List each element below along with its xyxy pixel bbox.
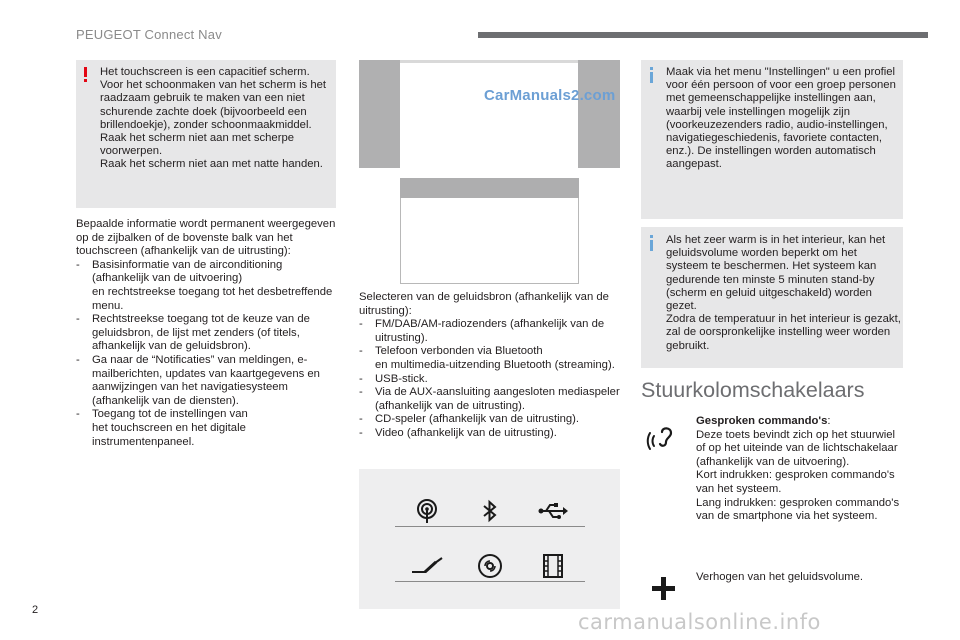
info-icon: [650, 235, 654, 250]
warning-exclamation-icon: [84, 67, 88, 81]
page-number: 2: [32, 604, 39, 616]
source-screen-top-bar: [400, 178, 579, 198]
left-column-text: [76, 218, 336, 449]
list-item: - Telefoon verbonden via Bluetooth en multimedia-uitzending Bluetooth (streaming).: [359, 345, 621, 372]
page-header-title: PEUGEOT Connect Nav: [76, 27, 222, 42]
voice-command-text: [696, 415, 906, 524]
info-text-temperature: Als het zeer warm is in het interieur, kan het geluidsvolume worden beperkt om het systeem te beschermen. Het systeem kan gedurende ten minste 5 minuten stand-by (scherm en geluid uitgeschakeld) worden gezet. Zodra de temperatuur in het interieur is gezakt, zal de oorspronkelijke instelling weer worden gebruikt.: [666, 234, 901, 352]
info-text-profiles: Maak via het menu "Instellingen" u een profiel voor één persoon of voor een groep personen met gemeenschappelijke instellingen aan, waarbij vele instellingen mogelijk zijn (voorkeuzezenders radio, audio-instellingen, navigatiegeschiedenis, favoriete contacten, enz.). De instellingen worden automatisch aangepast.: [666, 66, 896, 171]
icon-divider: [458, 526, 522, 527]
left-intro: Bepaalde informatie wordt permanent weergegeven op de zijbalken of de bovenste balk van het touchscreen (afhankelijk van de uitrusting):: [76, 218, 336, 258]
icon-divider: [395, 581, 459, 582]
voice-command-icon: [646, 420, 686, 460]
middle-intro: Selecteren van de geluidsbron (afhankelijk van de uitrusting):: [359, 291, 609, 317]
plus-icon: [652, 577, 676, 601]
header-bar: [478, 32, 928, 38]
voice-command-title: Gesproken commando's: [696, 415, 828, 427]
info-icon: [650, 67, 654, 82]
radio-icon: [400, 491, 454, 531]
watermark-carmanuals: CarManuals2.com: [484, 87, 616, 104]
video-film-icon: [526, 546, 580, 586]
list-item: - Basisinformatie van de airconditioning (afhankelijk van de uitvoering) en rechtstreekse toegang tot het desbetreffende menu.: [76, 259, 336, 313]
voice-command-description: Deze toets bevindt zich op het stuurwiel of op het uiteinde van de lichtschakelaar (afhankelijk van de uitvoering). Kort indrukken: gesproken commando's van het systeem. Lang indrukken: gesproken commando's van de smartphone via het systeem.: [696, 428, 900, 523]
volume-up-text: Verhogen van het geluidsvolume.: [696, 571, 864, 583]
aux-jack-icon: [400, 546, 454, 586]
list-item: - Ga naar de “Notificaties” van meldingen, e-mailberichten, updates van kaartgegevens en aanwijzingen van het navigatiesysteem (afhankelijk van de diensten).: [76, 354, 336, 408]
list-item: - Toegang tot de instellingen van het touchscreen en het digitale instrumentenpaneel.: [76, 408, 336, 449]
icon-divider: [521, 581, 585, 582]
list-item: - USB-stick.: [359, 373, 621, 387]
bluetooth-icon: [463, 491, 517, 531]
voice-command-title-suffix: :: [827, 415, 831, 427]
list-item: - Rechtstreekse toegang tot de keuze van de geluidsbron, de lijst met zenders (of titels, afhankelijk van de geluidsbron).: [76, 313, 336, 354]
touchscreen-top-bar: [400, 60, 578, 63]
icon-divider: [458, 581, 522, 582]
source-icon-panel: [359, 469, 620, 609]
footer-watermark: carmanualsonline.info: [578, 610, 821, 634]
list-item: - CD-speler (afhankelijk van de uitrusting).: [359, 413, 621, 427]
list-item: - Video (afhankelijk van de uitrusting).: [359, 427, 621, 441]
cd-icon: [463, 546, 517, 586]
section-title: Stuurkolomschakelaars: [641, 378, 865, 402]
list-item: - FM/DAB/AM-radiozenders (afhankelijk van de uitrusting).: [359, 318, 621, 345]
list-item: - Via de AUX-aansluiting aangesloten mediaspeler (afhankelijk van de uitrusting).: [359, 386, 621, 413]
icon-divider: [521, 526, 585, 527]
middle-column-text: [359, 291, 621, 441]
warning-text: Het touchscreen is een capacitief scherm. Voor het schoonmaken van het scherm is het raadzaam gebruik te maken van een niet schurende zachte doek (bijvoorbeeld een brillendoekje), zonder schoonmaakmiddel. Raak het scherm niet aan met scherpe voorwerpen. Raak het scherm niet aan met natte handen.: [100, 66, 327, 171]
left-list: [76, 259, 336, 449]
middle-list: [359, 318, 621, 440]
touchscreen-display: [400, 60, 578, 168]
usb-icon: [526, 491, 580, 531]
icon-divider: [395, 526, 459, 527]
